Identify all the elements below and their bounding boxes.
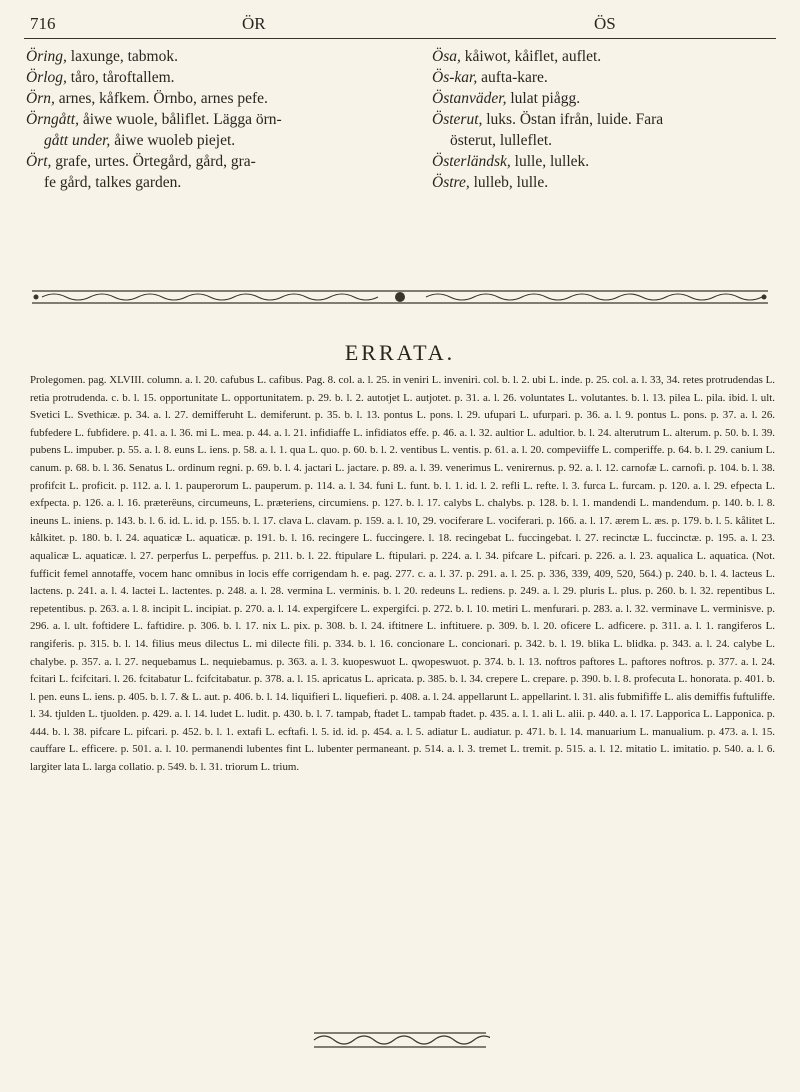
dictionary-entry: Ös-kar, aufta-kare. [432,69,548,86]
ornamental-border [32,288,768,306]
catchword-right: ÖS [594,14,616,33]
dictionary-entry: Ört, grafe, urtes. Örtegård, gård, gra- [26,153,256,170]
header-rule [24,38,776,39]
dictionary-entry: Örn, arnes, kåfkem. Örnbo, arnes pefe. [26,90,268,107]
dictionary-column-right [432,46,792,193]
dictionary-entry: Öring, laxunge, tabmok. [26,48,178,65]
dictionary-entry: Östanväder, lulat piågg. [432,90,581,107]
dictionary-entry: Österut, luks. Östan ifrån, luide. Fara [432,111,664,128]
dictionary-entry: Örngått, åiwe wuole, båliflet. Lägga örn- [26,111,282,128]
errata-title: ERRATA. [344,340,456,365]
footer-ornament [310,1030,490,1050]
dictionary-entry: fe gård, talkes garden. [44,174,182,191]
dictionary-entry: Örlog, tåro, tåroftallem. [26,69,175,86]
dictionary-entry: Österländsk, lulle, lullek. [432,153,590,170]
dictionary-entry: Östre, lulleb, lulle. [432,174,549,191]
errata-body [30,372,775,777]
dictionary-entry: österut, lulleflet. [450,132,553,149]
page-number: 716 [30,14,56,33]
errata-paragraph: Prolegomen. pag. XLVIII. column. a. l. 20. cafubus L. cafibus. Pag. 8. col. a. l. 25. in veniri L. inveniri. col. b. l. 2. ubi L. inde. p. 25. col. a. l. 33, 34. retes protrudendas L. retia protrudenda. c. b. l. 15. opportunitate L. opportunitatem. p. 29. b. l. 2. autotjet L. autjotet. p. 31. a. l. 26. voluntates L. volutantes. b. l. 13. pilea L. pila. ibid. l. ult. Svetici L. Svethicæ. p. 34. a. l. 27. demifferuht L. demiferunt. p. 35. b. l. 13. pontus L. pons. l. 29. ufupari L. ufurpari. p. 36. a. l. 9. pontus L. pons. p. 37. a. l. 26. fubfedere L. fubfidere. p. 41. a. l. 36. mi L. mea. p. 44. a. l. 21. infidiaffe L. infidiatos effe. p. 46. a. l. 32. aultior L. adultior. b. l. 24. alterutrum L. alterum. p. 50. b. l. 39. pubens L. impuber. p. 55. a. l. 8. euns L. iens. p. 58. a. l. 1. qua L. quo. p. 60. b. l. 2. ventibus L. ventis. p. 61. a. l. 20. compeviiffe L. comperiffe. p. 64. b. l. 29. canium L. canum. p. 68. b. l. 36. Senatus L. ordinum regni. p. 69. b. l. 4. jactari L. jactare. p. 89. a. l. 39. venerimus L. venirernus. p. 92. a. l. 12. carnofæ L. carnofi. p. 104. b. l. 38. profifcit L. proficit. p. 112. a. l. 1. pauperorum L. pauperum. p. 114. a. l. 34. funi L. funt. b. l. 1. id. l. 2. refli L. refte. l. 3. furca L. furcam. p. 120. a. l. 29. efpecta L. exfpecta. p. 126. a. l. 16. præterëuns, circumeuns, L. præteriens, circumiens. p. 127. b. l. 17. calybs L. chalybs. p. 128. b. l. 1. mandendi L. mandendum. p. 140. b. l. 8. ineuns L. iniens. p. 143. b. l. 6. id. L. id. p. 155. b. l. 17. clava L. clavam. p. 159. a. l. 10, 29. vociferare L. vociferari. p. 166. a. l. 17. ærem L. æs. p. 179. b. l. 5. kålitet L. kålkitet. p. 180. b. l. 24. aquaticæ L. aquaticæ. p. 191. b. l. 16. recingere L. fuccingere. l. 18. recingebat L. fuccingebat. l. 27. recinctæ L. fuccinctæ. p. 195. a. l. 23. aqualicæ L. aquaticæ. l. 27. perperfus L. perpeffus. p. 211. b. l. 22. ftipulare L. ftipulari. p. 224. a. l. 34. pifcare L. pifcari. p. 226. a. l. 23. aqualica L. aquatica. (Not. fufficit femel annotaffe, vocem hanc omnibus in locis effe corrigendam h. e. pag. 277. c. a. l. 37. p. 291. a. l. 25. p. 336, 339, 409, 520, 564.) p. 240. b. l. 4. lacteus L. lactens. p. 241. a. l. 4. lactei L. lactentes. p. 248. a. l. 28. vermina L. verminis. b. l. 20. redeuns L. rediens. p. 249. a. l. 29. pluris L. plus. p. 260. b. l. 32. repentibus L. repetentibus. p. 263. a. l. 8. incipit L. incipiat. p. 270. a. l. 14. expergifcere L. expergifci. p. 272. b. l. 10. metiri L. menfurari. p. 283. a. l. 32. verminave L. verminisve. p. 296. a. l. ult. foftidere L. faftidire. p. 306. b. l. 17. nix L. pix. p. 308. b. l. 24. iftitnere L. inftituere. p. 309. b. l. 20. oficere L. adficere. p. 311. a. l. 1. rangiferos L. rangiferis. p. 315. b. l. 14. filius meus dilectus L. mi dilecte fili. p. 334. b. l. 16. concionare L. concionari. p. 342. b. l. 19. blika L. blidka. p. 343. a. l. 24. calybe L. chalybe. p. 357. a. l. 27. nequebamus L. nequiebamus. p. 363. a. l. 3. kuopeswuot L. qwopeswuot. p. 374. b. l. 13. noftros paftores L. paftores noftros. p. 377. a. l. 24. fcitari L. fcifcitari. l. 26. fcitabatur L. fcifcitabatur. p. 378. a. l. 15. apricatus L. apricata. p. 385. b. l. 34. crepere L. crepare. p. 390. b. l. 8. profecuta L. honorata. p. 401. b. l. pen. euns L. iens. p. 405. b. l. 7. & L. aut. p. 406. b. l. 14. liquifieri L. liquefieri. p. 408. a. l. 24. appellarunt L. appellarint. l. 31. alis fubmififfe L. alis demiffis fuftuliffe. l. 34. tjulden L. tjuolden. p. 429. a. l. 14. ludet L. ludit. p. 430. b. l. 7. tampab, ftadet L. tampab ftadet. p. 435. a. l. 1. ali L. alii. p. 440. a. l. 17. Lapporica L. Lapponica. p. 444. b. l. 38. pifcare L. pifcari. p. 452. b. l. 1. extafi L. ecftafi. l. 5. id. id. p. 454. a. l. 5. adiatur L. audiatur. p. 471. b. l. 14. manuarium L. manualium. p. 473. a. l. 15. cauffare L. efficere. p. 501. a. l. 10. permanendi lubentes fint L. lubenter permaneant. p. 514. a. l. 3. tremet L. tremit. p. 515. a. l. 12. mitatio L. imitatio. p. 540. a. l. 6. largiter lata L. larga collatio. p. 549. b. l. 31. triorum L. trium. [30,374,775,774]
dictionary-column-left [26,46,386,193]
running-header [0,14,800,40]
dictionary-entry: gått under, åiwe wuoleb piejet. [44,132,236,149]
catchword-left: ÖR [242,14,266,33]
dictionary-entry: Ösa, kåiwot, kåiflet, auflet. [432,48,602,65]
